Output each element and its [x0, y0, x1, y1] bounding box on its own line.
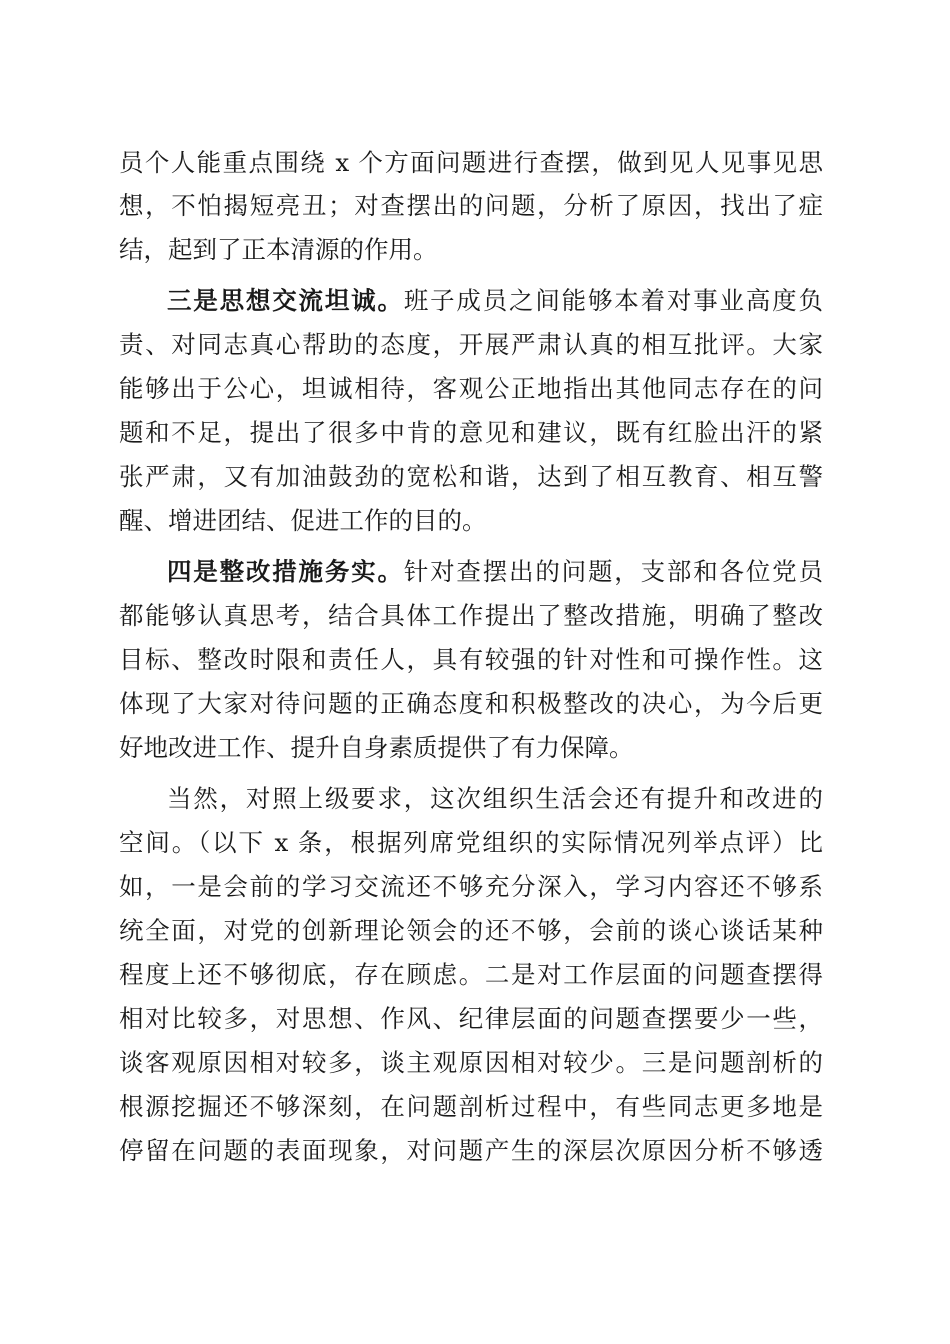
paragraph-line: 空间。（以下 x 条，根据列席党组织的实际情况列举点评）比: [119, 828, 823, 857]
paragraph-line: 如，一是会前的学习交流还不够充分深入，学习内容还不够系: [119, 872, 823, 901]
paragraph-line: 程度上还不够彻底，存在顾虑。二是对工作层面的问题查摆得: [119, 960, 823, 989]
paragraph-first-line: 当然，对照上级要求，这次组织生活会还有提升和改进的: [167, 784, 823, 813]
paragraph-line: 能够出于公心，坦诚相待，客观公正地指出其他同志存在的问: [119, 374, 823, 403]
paragraph-heading: 四是整改措施务实。: [167, 557, 404, 586]
paragraph-line: 谈客观原因相对较多，谈主观原因相对较少。三是问题剖析的: [119, 1048, 823, 1077]
paragraph-line: 员个人能重点围绕 x 个方面问题进行查摆，做到见人见事见思: [119, 148, 823, 177]
paragraph-line: 根源挖掘还不够深刻，在问题剖析过程中，有些同志更多地是: [119, 1092, 823, 1121]
paragraph-line: 体现了大家对待问题的正确态度和积极整改的决心，为今后更: [119, 689, 823, 718]
paragraph-heading: 三是思想交流坦诚。: [167, 286, 404, 315]
paragraph-line: 结，起到了正本清源的作用。: [119, 235, 438, 264]
paragraph-line: 都能够认真思考，结合具体工作提出了整改措施，明确了整改: [119, 601, 823, 630]
paragraph-first-line: [167, 552, 823, 592]
paragraph-line: 停留在问题的表面现象，对问题产生的深层次原因分析不够透: [119, 1136, 823, 1165]
paragraph-line: 目标、整改时限和责任人，具有较强的针对性和可操作性。这: [119, 645, 823, 674]
paragraph-line: 统全面，对党的创新理论领会的还不够，会前的谈心谈话某种: [119, 916, 823, 945]
paragraph-line: 想，不怕揭短亮丑；对查摆出的问题，分析了原因，找出了症: [119, 191, 823, 220]
paragraph-line: 相对比较多，对思想、作风、纪律层面的问题查摆要少一些，: [119, 1004, 823, 1033]
paragraph-line: 醒、增进团结、促进工作的目的。: [119, 506, 487, 535]
paragraph-first-line: [167, 281, 823, 321]
paragraph-line: 张严肃，又有加油鼓劲的宽松和谐，达到了相互教育、相互警: [119, 462, 823, 491]
paragraph-text: 班子成员之间能够本着对事业高度负: [403, 286, 823, 315]
paragraph-text: 针对查摆出的问题，支部和各位党员: [403, 557, 823, 586]
paragraph-line: 题和不足，提出了很多中肯的意见和建议，既有红脸出汗的紧: [119, 418, 823, 447]
paragraph-line: 责、对同志真心帮助的态度，开展严肃认真的相互批评。大家: [119, 330, 823, 359]
paragraph-line: 好地改进工作、提升自身素质提供了有力保障。: [119, 733, 634, 762]
